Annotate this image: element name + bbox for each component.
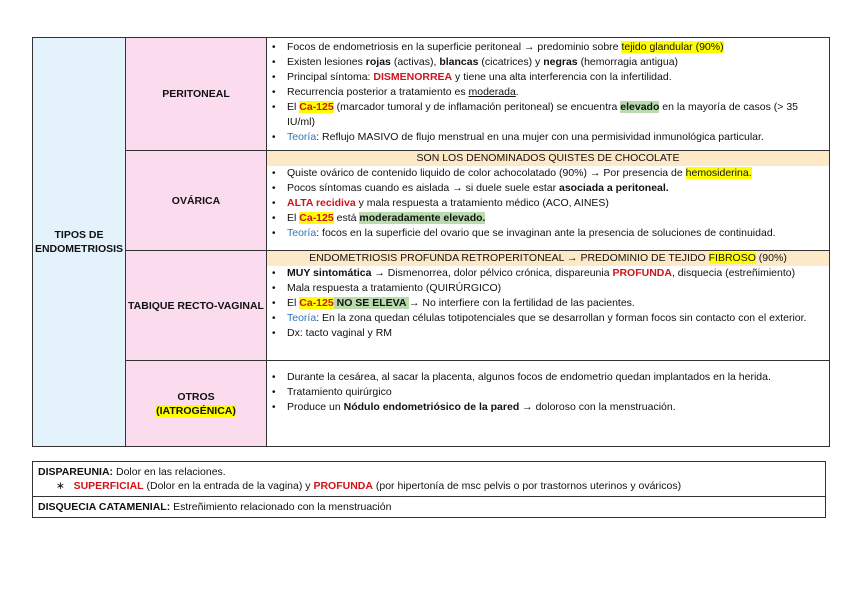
list-item: • El Ca-125 (marcador tumoral y de inflamación peritoneal) se encuentra elevado en la mayoría de casos (> 35 IU/ml) xyxy=(287,100,825,130)
tabique-header: ENDOMETRIOSIS PROFUNDA RETROPERITONEAL → PREDOMINIO DE TEJIDO FIBROSO (90%) xyxy=(267,251,829,266)
list-item: • Dx: tacto vaginal y RM xyxy=(287,326,825,341)
peritoneal-content xyxy=(267,38,830,151)
list-item: • Mala respuesta a tratamiento (QUIRÚRGICO) xyxy=(287,281,825,296)
otros-content xyxy=(267,361,830,447)
list-item: • El Ca-125 NO SE ELEVA → No interfiere con la fertilidad de las pacientes. xyxy=(287,296,825,311)
ovarica-content xyxy=(267,151,830,251)
list-item: • Quiste ovárico de contenido liquido de color achocolatado (90%) → Por presencia de hemosiderina. xyxy=(287,166,825,181)
list-item: • Principal síntoma: DISMENORREA y tiene una alta interferencia con la infertilidad. xyxy=(287,70,825,85)
tabique-content xyxy=(267,251,830,361)
tabique-label: TABIQUE RECTO-VAGINAL xyxy=(128,299,264,312)
list-item: • Teoría: En la zona quedan células totipotenciales que se desarrollan y forman focos sin contacto con el exterior. xyxy=(287,311,825,326)
list-item: • El Ca-125 está moderadamente elevado. xyxy=(287,211,825,226)
ovarica-label: OVÁRICA xyxy=(171,194,221,207)
list-item: • Teoría: Reflujo MASIVO de flujo menstrual en una mujer con una permisividad inmunológica particular. xyxy=(287,130,825,145)
tabique-label-cell xyxy=(126,251,267,361)
list-item: • Focos de endometriosis en la superficie peritoneal → predominio sobre tejido glandular (90%) xyxy=(287,40,825,55)
endometriosis-table xyxy=(32,37,830,447)
list-item: • Produce un Nódulo endometriósico de la pared → doloroso con la menstruación. xyxy=(287,400,825,415)
definitions-box xyxy=(32,461,826,518)
ovarica-header: SON LOS DENOMINADOS QUISTES DE CHOCOLATE xyxy=(267,151,829,166)
types-label-cell xyxy=(33,38,126,447)
list-item: • Teoría: focos en la superficie del ovario que se invaginan ante la presencia de soluciones de continuidad. xyxy=(287,226,825,241)
disquecia-note: DISQUECIA CATAMENIAL: Estreñimiento relacionado con la menstruación xyxy=(33,496,825,517)
star-icon: ∗ xyxy=(56,480,65,492)
list-item: • Durante la cesárea, al sacar la placenta, algunos focos de endometrio quedan implantados en la herida. xyxy=(287,370,825,385)
peritoneal-label-cell xyxy=(126,38,267,151)
otros-label-cell xyxy=(126,361,267,447)
dispareunia-note: DISPAREUNIA: Dolor en las relaciones. ∗ SUPERFICIAL (Dolor en la entrada de la vagina) y PROFUNDA (por hipertonía de msc pelvis o por trastornos uterinos y ováricos) xyxy=(38,466,682,492)
list-item: • Tratamiento quirúrgico xyxy=(287,385,825,400)
otros-label: OTROS xyxy=(177,390,215,403)
list-item: • Existen lesiones rojas (activas), blancas (cicatrices) y negras (hemorragia antigua) xyxy=(287,55,825,70)
list-item: • Pocos síntomas cuando es aislada → si duele suele estar asociada a peritoneal. xyxy=(287,181,825,196)
ovarica-label-cell xyxy=(126,151,267,251)
list-item: • ALTA recidiva y mala respuesta a tratamiento médico (ACO, AINES) xyxy=(287,196,825,211)
otros-sublabel: (IATROGÉNICA) xyxy=(156,404,236,417)
list-item: • MUY sintomática → Dismenorrea, dolor pélvico crónica, dispareunia PROFUNDA, disquecia (estreñimiento) xyxy=(287,266,825,281)
types-label: TIPOS DE ENDOMETRIOSIS xyxy=(34,229,124,255)
list-item: • Recurrencia posterior a tratamiento es moderada. xyxy=(287,85,825,100)
peritoneal-label: PERITONEAL xyxy=(162,88,230,100)
